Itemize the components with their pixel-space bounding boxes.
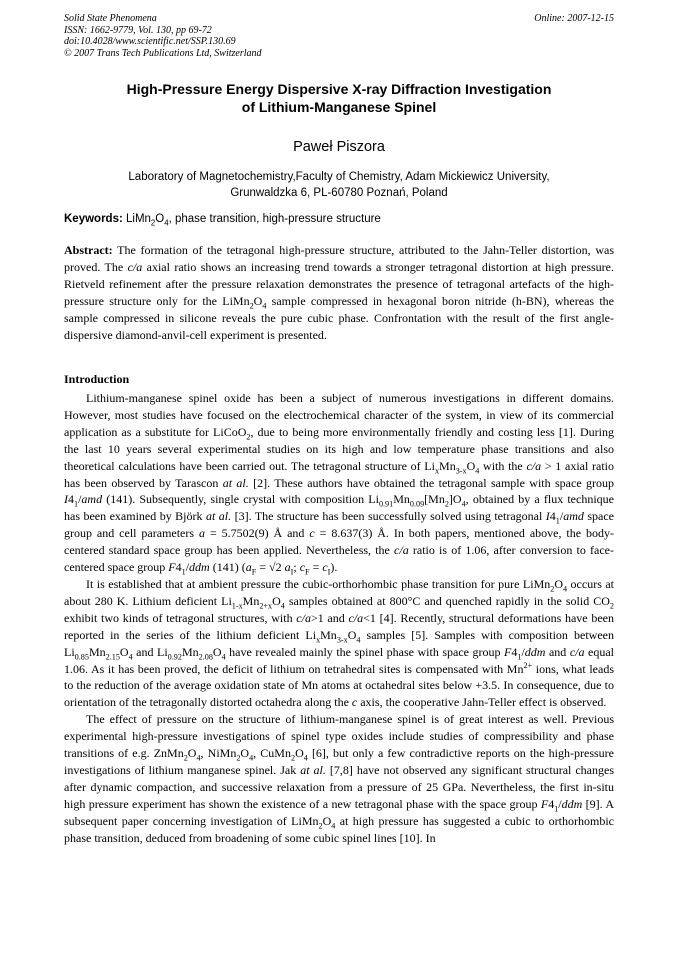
intro-paragraph-2: It is established that at ambient pressure the cubic-orthorhombic phase transition for pure $LiMn_2O_4$ occurs at about 280 K. Lithium deficient $Li_{1-x}Mn_{2+x}O_4$ samples obtained at 800°C and quenched rapidly in the solid $CO_2$ exhibit two kinds of tetragonal structures, with c/a>1 and c/a<1 [4]. Recently, structural deformations have been reported in the series of the lithium deficient $Li_xMn_{3-x}O_4$ samples [5]. Samples with composition between $Li_{0.85}Mn_{2.15}O_4$ and $Li_{0.92}Mn_{2.08}O_4$ have revealed mainly the spinel phase with space group $F4_1$/ddm and c/a equal 1.06. As it has been proved, the deficit of lithium on tetrahedral sites is compensated with $Mn^{2+}$ ions, what leads to the reduction of the average oxidation state of Mn atoms at octahedral sites below +3.5. In consequence, due to orientation of the tetragonally distorted octahedra along the c axis, the cooperative Jahn-Teller effect is observed. <box>64 576 614 710</box>
affiliation <box>64 170 614 201</box>
online-date: Online: 2007-12-15 <box>534 13 614 24</box>
affiliation-line-2: Grunwaldzka 6, PL-60780 Poznań, Poland <box>230 186 448 199</box>
keywords: Keywords: $LiMn_2O_4$, phase transition, high-pressure structure <box>64 213 381 228</box>
author: Paweł Piszora <box>293 139 385 155</box>
paper-title <box>64 80 614 116</box>
intro-paragraph-1: Lithium-manganese spinel oxide has been a subject of numerous investigations in different domains. However, most studies have focused on the electrochemical character of the system, in view of its commercial application as a substitute for LiCoO$_2$, due to being more environmentally friendly and costing less [1]. During the last 10 years several experimental studies on its high and low temperature phase transitions and also theoretical calculations have been carried out. The tetragonal structure of $Li_xMn_{3-x}O_4$ with the c/a > 1 axial ratio has been observed by Tarascon at al. [2]. These authors have obtained the tetragonal sample with space group $I4_1$/amd (141). Subsequently, single crystal with composition $Li_{0.91}Mn_{0.09}[Mn_2]O_4$, obtained by a flux technique has been examined by Björk at al. [3]. The structure has been successfully solved using tetragonal $I4_1$/amd space group and cell parameters a = 5.7502(9) Å and c = 8.637(3) Å. In both papers, mentioned above, the body-centered standard space group has been applied. Nevertheless, the c/a ratio is of 1.06, after conversion to face-centered space group $F4_1$/ddm (141) ($a_F = √2$ $a_I$; $c_F = c_I$). <box>64 391 615 577</box>
journal-header <box>64 13 262 59</box>
keywords-label: Keywords: <box>64 213 123 225</box>
introduction-body <box>64 390 614 846</box>
title-line-1: High-Pressure Energy Dispersive X-ray Diffraction Investigation <box>126 81 552 97</box>
abstract-label: Abstract: <box>64 243 113 257</box>
title-line-2: of Lithium-Manganese Spinel <box>241 99 437 115</box>
issn: ISSN: 1662-9779, Vol. 130, pp 69-72 <box>64 24 212 36</box>
journal-name: Solid State Phenomena <box>64 13 157 24</box>
copyright: © 2007 Trans Tech Publications Ltd, Switzerland <box>64 47 262 59</box>
abstract: Abstract: The formation of the tetragonal high-pressure structure, attributed to the Jahn-Teller distortion, was proved. The c/a axial ratio shows an increasing trend towards a stronger tetragonal distortion at high pressure. Rietveld refinement after the pressure relaxation demonstrates the presence of tetragonal artefacts of the high-pressure structure only for the $LiMn_2O_4$ sample compressed in hexagonal boron nitride (h-BN), whereas the sample compressed in silicone reveals the pure cubic phase. Confrontation with the result of the first angle-dispersive diamond-anvil-cell experiment is presented. <box>64 243 614 342</box>
introduction-heading: Introduction <box>64 372 130 386</box>
affiliation-line-1: Laboratory of Magnetochemistry,Faculty of Chemistry, Adam Mickiewicz University, <box>128 171 550 183</box>
doi: doi:10.4028/www.scientific.net/SSP.130.69 <box>64 36 236 47</box>
intro-paragraph-3: The effect of pressure on the structure of lithium-manganese spinel is of great interest as well. Previous experimental high-pressure investigations of spinel type oxides include studies of compressibility and phase transitions of e.g. $ZnMn_2O_4$, $NiMn_2O_4$, $CuMn_2O_4$ [6], but only a few contradictive reports on the high-pressure investigations of lithium manganese spinel. Jak at al. [7,8] have not observed any significant structural changes after dynamic compaction, and successive relaxation from a pressure of 25 GPa. Nevertheless, the first in-situ high pressure experiment has shown the existence of a new tetragonal phase with the space group $F4_1$/ddm [9]. A subsequent paper concerning investigation of $LiMn_2O_4$ at high pressure has suggested a cubic to orthorhombic phase transition, deduced from broadening of some cubic spinel lines [10]. In <box>64 712 615 845</box>
